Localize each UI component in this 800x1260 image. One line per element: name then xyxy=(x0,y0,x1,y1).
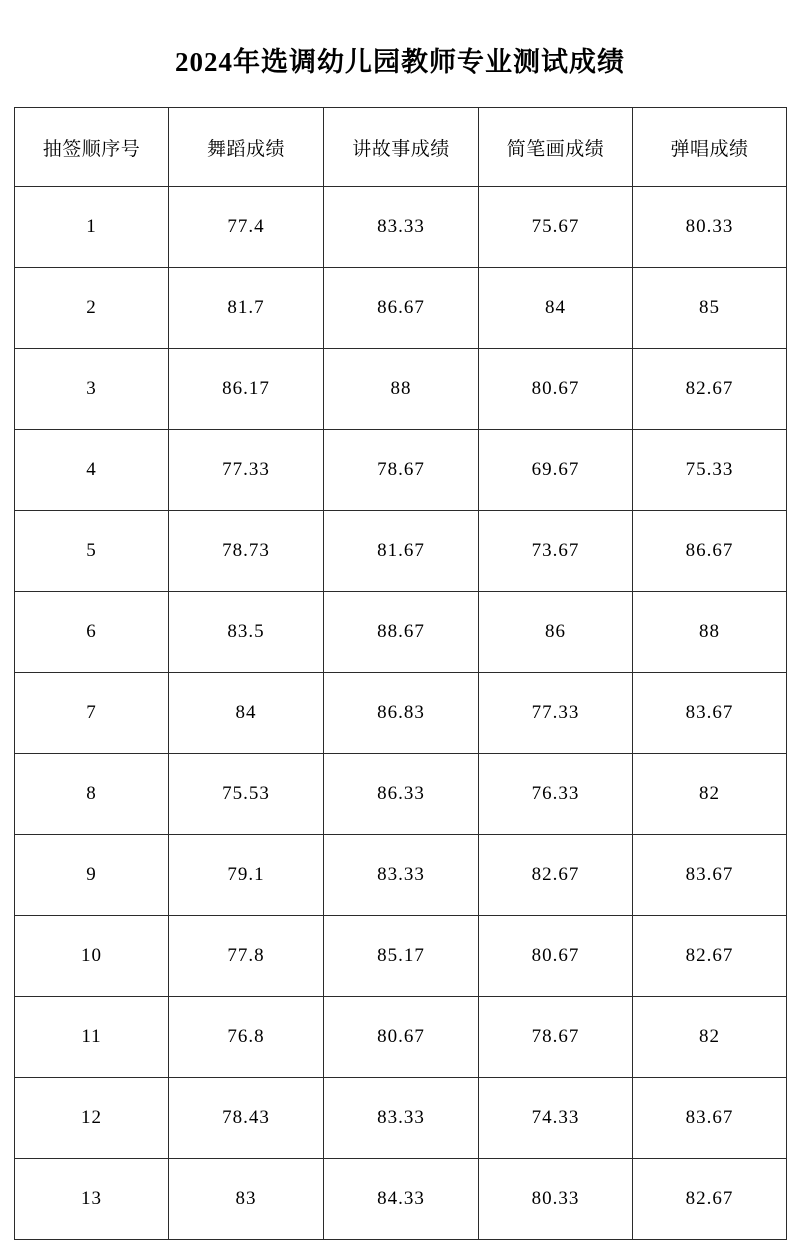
cell-draw-number: 7 xyxy=(15,673,169,754)
cell-dance-score: 77.8 xyxy=(169,916,324,997)
cell-storytelling-score: 86.83 xyxy=(324,673,479,754)
cell-sketch-score: 75.67 xyxy=(479,187,633,268)
table-row xyxy=(15,1078,787,1159)
cell-sketch-score: 80.33 xyxy=(479,1159,633,1240)
cell-dance-score: 75.53 xyxy=(169,754,324,835)
cell-singing-score: 82.67 xyxy=(633,349,787,430)
cell-storytelling-score: 88.67 xyxy=(324,592,479,673)
table-row xyxy=(15,673,787,754)
cell-sketch-score: 82.67 xyxy=(479,835,633,916)
table-row xyxy=(15,349,787,430)
cell-dance-score: 77.4 xyxy=(169,187,324,268)
cell-singing-score: 75.33 xyxy=(633,430,787,511)
column-header-dance-score: 舞蹈成绩 xyxy=(169,108,324,187)
cell-dance-score: 83 xyxy=(169,1159,324,1240)
cell-singing-score: 86.67 xyxy=(633,511,787,592)
cell-sketch-score: 77.33 xyxy=(479,673,633,754)
cell-sketch-score: 73.67 xyxy=(479,511,633,592)
cell-storytelling-score: 85.17 xyxy=(324,916,479,997)
cell-draw-number: 2 xyxy=(15,268,169,349)
cell-sketch-score: 84 xyxy=(479,268,633,349)
cell-draw-number: 4 xyxy=(15,430,169,511)
cell-dance-score: 77.33 xyxy=(169,430,324,511)
table-row xyxy=(15,511,787,592)
column-header-draw-number: 抽签顺序号 xyxy=(15,108,169,187)
table-row xyxy=(15,916,787,997)
cell-draw-number: 8 xyxy=(15,754,169,835)
cell-sketch-score: 80.67 xyxy=(479,349,633,430)
page-title: 2024年选调幼儿园教师专业测试成绩 xyxy=(175,47,625,77)
table-row xyxy=(15,187,787,268)
cell-draw-number: 3 xyxy=(15,349,169,430)
cell-storytelling-score: 83.33 xyxy=(324,835,479,916)
cell-draw-number: 11 xyxy=(15,997,169,1078)
cell-draw-number: 13 xyxy=(15,1159,169,1240)
cell-singing-score: 83.67 xyxy=(633,1078,787,1159)
cell-dance-score: 78.43 xyxy=(169,1078,324,1159)
cell-singing-score: 82 xyxy=(633,997,787,1078)
cell-storytelling-score: 88 xyxy=(324,349,479,430)
cell-storytelling-score: 84.33 xyxy=(324,1159,479,1240)
cell-sketch-score: 80.67 xyxy=(479,916,633,997)
cell-storytelling-score: 78.67 xyxy=(324,430,479,511)
table-row xyxy=(15,592,787,673)
cell-singing-score: 85 xyxy=(633,268,787,349)
cell-draw-number: 6 xyxy=(15,592,169,673)
cell-sketch-score: 76.33 xyxy=(479,754,633,835)
cell-draw-number: 9 xyxy=(15,835,169,916)
cell-storytelling-score: 83.33 xyxy=(324,1078,479,1159)
cell-storytelling-score: 81.67 xyxy=(324,511,479,592)
column-header-singing-score: 弹唱成绩 xyxy=(633,108,787,187)
score-table xyxy=(14,107,787,1240)
table-row xyxy=(15,430,787,511)
cell-singing-score: 83.67 xyxy=(633,835,787,916)
cell-draw-number: 10 xyxy=(15,916,169,997)
column-header-storytelling-score: 讲故事成绩 xyxy=(324,108,479,187)
cell-storytelling-score: 86.67 xyxy=(324,268,479,349)
cell-storytelling-score: 86.33 xyxy=(324,754,479,835)
score-table-container xyxy=(0,107,800,1260)
cell-storytelling-score: 83.33 xyxy=(324,187,479,268)
cell-singing-score: 80.33 xyxy=(633,187,787,268)
cell-draw-number: 1 xyxy=(15,187,169,268)
cell-sketch-score: 86 xyxy=(479,592,633,673)
column-header-sketch-score: 简笔画成绩 xyxy=(479,108,633,187)
cell-dance-score: 83.5 xyxy=(169,592,324,673)
cell-dance-score: 84 xyxy=(169,673,324,754)
cell-draw-number: 5 xyxy=(15,511,169,592)
cell-draw-number: 12 xyxy=(15,1078,169,1159)
table-row xyxy=(15,754,787,835)
cell-storytelling-score: 80.67 xyxy=(324,997,479,1078)
cell-singing-score: 82.67 xyxy=(633,916,787,997)
cell-singing-score: 82.67 xyxy=(633,1159,787,1240)
table-header-row xyxy=(15,108,787,187)
cell-dance-score: 78.73 xyxy=(169,511,324,592)
cell-sketch-score: 69.67 xyxy=(479,430,633,511)
table-row xyxy=(15,268,787,349)
cell-singing-score: 83.67 xyxy=(633,673,787,754)
cell-singing-score: 88 xyxy=(633,592,787,673)
cell-dance-score: 86.17 xyxy=(169,349,324,430)
cell-singing-score: 82 xyxy=(633,754,787,835)
table-row xyxy=(15,1159,787,1240)
table-row xyxy=(15,997,787,1078)
cell-sketch-score: 74.33 xyxy=(479,1078,633,1159)
cell-dance-score: 81.7 xyxy=(169,268,324,349)
cell-dance-score: 76.8 xyxy=(169,997,324,1078)
table-row xyxy=(15,835,787,916)
cell-sketch-score: 78.67 xyxy=(479,997,633,1078)
cell-dance-score: 79.1 xyxy=(169,835,324,916)
